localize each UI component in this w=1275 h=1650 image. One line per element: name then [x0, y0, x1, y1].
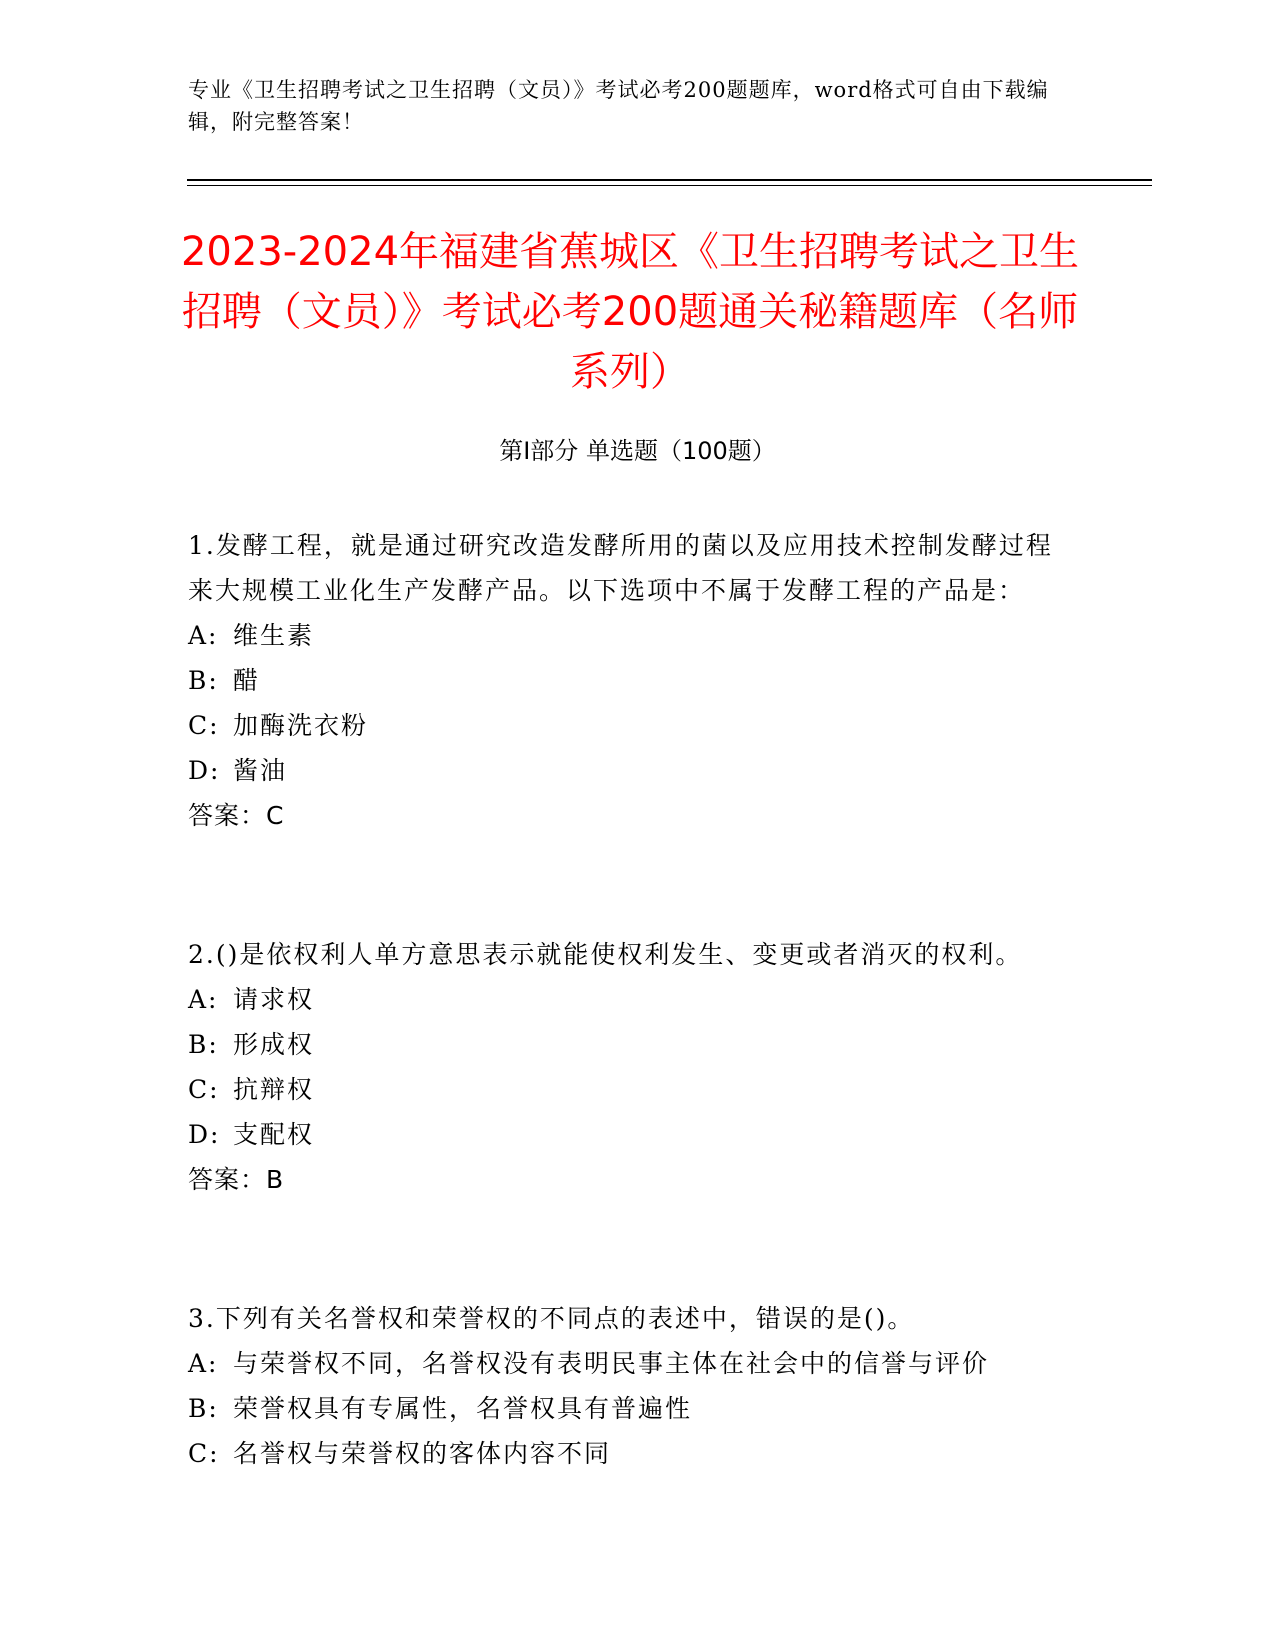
- option-text: 抗辩权: [233, 1075, 315, 1104]
- document-title: 2023-2024年福建省蕉城区《卫生招聘考试之卫生招聘（文员）》考试必考200题通关秘籍题库（名师系列）: [180, 229, 1080, 395]
- question-1: [188, 523, 1068, 838]
- option-key: C:: [188, 1075, 220, 1104]
- option-a: [188, 977, 1068, 1022]
- option-key: C:: [188, 711, 220, 740]
- option-text: 与荣誉权不同，名誉权没有表明民事主体在社会中的信誉与评价: [233, 1349, 990, 1378]
- option-text: 名誉权与荣誉权的客体内容不同: [233, 1439, 612, 1468]
- header-note: 专业《卫生招聘考试之卫生招聘（文员）》考试必考200题题库，word格式可自由下载编辑，附完整答案！: [188, 78, 1049, 134]
- option-key: A:: [188, 1349, 219, 1378]
- section-title: 第Ⅰ部分 单选题（100题）: [499, 437, 776, 465]
- option-d: [188, 1112, 1068, 1157]
- question-2: [188, 932, 1068, 1202]
- option-key: A:: [188, 985, 219, 1014]
- option-key: D:: [188, 1120, 221, 1149]
- header-divider-thin: [187, 185, 1152, 186]
- option-a: [188, 1341, 1068, 1386]
- question-stem: 2.()是依权利人单方意思表示就能使权利发生、变更或者消灭的权利。: [188, 940, 1023, 969]
- option-text: 荣誉权具有专属性，名誉权具有普遍性: [233, 1394, 693, 1423]
- answer-line: 答案：C: [188, 801, 285, 830]
- option-a: [188, 613, 1068, 658]
- option-text: 维生素: [233, 621, 315, 650]
- option-c: [188, 703, 1068, 748]
- option-key: B:: [188, 1394, 219, 1423]
- answer-line: 答案：B: [188, 1165, 285, 1194]
- option-c: [188, 1431, 1068, 1476]
- option-key: C:: [188, 1439, 220, 1468]
- option-d: [188, 748, 1068, 793]
- option-b: [188, 1022, 1068, 1067]
- option-key: A:: [188, 621, 219, 650]
- option-b: [188, 1386, 1068, 1431]
- option-key: D:: [188, 756, 221, 785]
- option-text: 请求权: [233, 985, 315, 1014]
- option-key: B:: [188, 1030, 219, 1059]
- option-b: [188, 658, 1068, 703]
- option-text: 醋: [233, 666, 261, 695]
- option-text: 加酶洗衣粉: [233, 711, 369, 740]
- header-divider-thick: [187, 179, 1152, 181]
- option-key: B:: [188, 666, 219, 695]
- option-text: 酱油: [233, 756, 288, 785]
- option-text: 形成权: [233, 1030, 315, 1059]
- option-text: 支配权: [233, 1120, 315, 1149]
- option-c: [188, 1067, 1068, 1112]
- question-3: [188, 1296, 1068, 1476]
- question-stem: 3.下列有关名誉权和荣誉权的不同点的表述中，错误的是()。: [188, 1304, 915, 1333]
- question-stem: 1.发酵工程，就是通过研究改造发酵所用的菌以及应用技术控制发酵过程来大规模工业化生产发酵产品。以下选项中不属于发酵工程的产品是：: [188, 531, 1053, 605]
